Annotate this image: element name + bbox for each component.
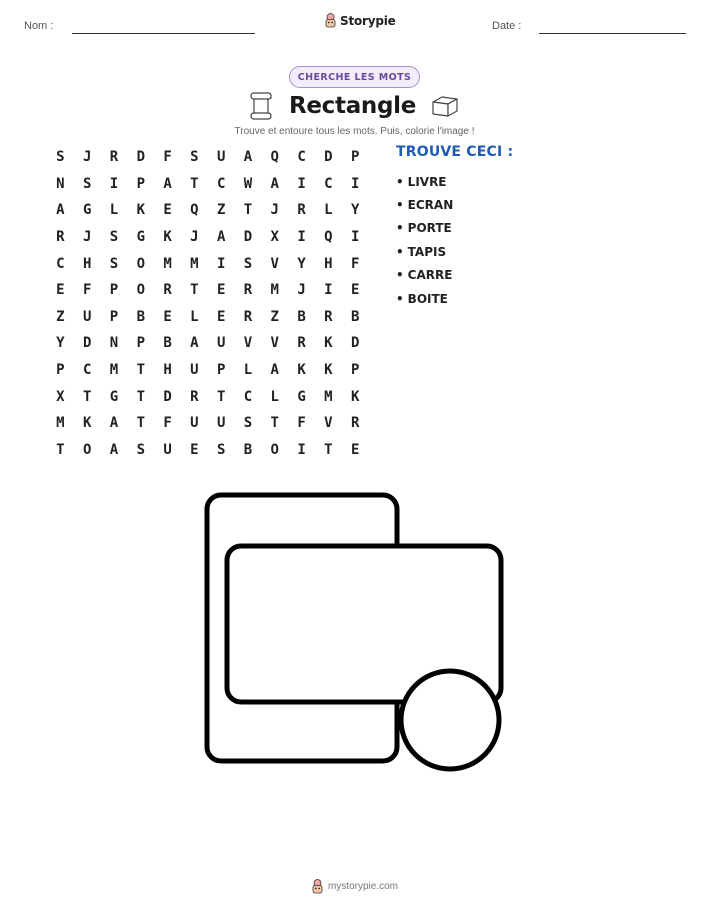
brand-logo [324,13,396,28]
grid-cell: J [270,202,279,219]
grid-cell: I [109,175,119,192]
grid-cell: V [243,335,253,352]
grid-cell: T [324,441,333,458]
grid-cell: T [270,415,279,432]
bullet: • [396,198,404,213]
grid-cell: O [82,441,92,458]
grid-cell: G [109,388,119,405]
grid-cell: M [270,282,279,299]
grid-cell: T [136,415,145,432]
grid-cell: U [216,415,226,432]
grid-cell: Y [56,335,65,352]
grid-cell: E [350,441,360,458]
grid-cell: Y [350,202,360,219]
grid-cell: D [163,388,172,405]
grid-cell: U [163,441,172,458]
grid-cell: K [324,362,333,379]
grid-cell: R [109,149,119,166]
grid-cell: H [163,362,172,379]
grid-cell: C [82,362,92,379]
grid-cell: S [216,441,226,458]
grid-cell: U [190,415,199,432]
storypie-mascot-icon [311,879,324,894]
grid-cell: I [324,282,333,299]
grid-cell: B [350,308,360,325]
word-list-item [396,170,453,193]
word-list [396,170,453,310]
grid-cell: F [82,282,92,299]
grid-cell: E [216,308,226,325]
grid-cell: O [136,255,145,272]
word-list-item [396,193,453,216]
title-row [0,92,709,120]
grid-cell: P [56,362,65,379]
cube-icon [430,94,460,118]
grid-cell: C [324,175,333,192]
grid-cell: S [136,441,145,458]
scroll-icon [249,92,275,120]
grid-cell: F [350,255,360,272]
grid-cell: M [56,415,65,432]
word-list-word: BOITE [407,291,448,306]
brand-name: Storypie [340,13,396,28]
grid-cell: F [163,415,172,432]
grid-cell: T [82,388,92,405]
bullet: • [396,244,404,259]
grid-cell: K [297,362,306,379]
grid-cell: O [136,282,145,299]
grid-cell: R [350,415,360,432]
date-label: Date : [492,20,522,32]
grid-cell: V [270,255,279,272]
grid-cell: C [216,175,226,192]
grid-cell: Z [270,308,279,325]
grid-cell: U [190,362,199,379]
storypie-mascot-icon [324,13,337,28]
grid-cell: P [350,362,360,379]
grid-cell: B [136,308,145,325]
grid-cell: E [163,202,172,219]
grid-cell: A [109,441,119,458]
instructions: Trouve et entoure tous les mots. Puis, colorie l'image ! [234,126,475,137]
word-list-item [396,264,453,287]
grid-cell: U [216,149,226,166]
grid-cell: D [82,335,92,352]
grid-cell: P [109,282,119,299]
grid-cell: A [163,175,172,192]
grid-cell: J [82,149,92,166]
grid-cell: T [136,362,145,379]
bullet: • [396,221,404,236]
grid-cell: A [270,175,279,192]
grid-cell: S [56,149,65,166]
grid-cell: S [243,255,253,272]
grid-cell: L [190,308,199,325]
grid-cell: R [297,335,306,352]
grid-cell: X [270,229,279,246]
grid-cell: E [350,282,360,299]
grid-cell: R [243,308,253,325]
grid-cell: Z [56,308,65,325]
grid-cell: D [243,229,253,246]
grid-cell: N [56,175,65,192]
grid-cell: T [216,388,226,405]
grid-cell: A [243,149,253,166]
grid-cell: S [190,149,199,166]
word-list-word: CARRE [407,268,453,283]
grid-cell: M [163,255,172,272]
grid-cell: C [243,388,253,405]
grid-cell: B [163,335,172,352]
grid-cell: D [350,335,360,352]
grid-cell: L [109,202,119,219]
grid-cell: E [56,282,65,299]
grid-cell: D [324,149,333,166]
grid-cell: K [350,388,360,405]
word-list-item [396,240,453,263]
grid-cell: E [216,282,226,299]
grid-cell: J [297,282,306,299]
grid-cell: P [109,308,119,325]
grid-cell: R [243,282,253,299]
bullet: • [396,291,404,306]
grid-cell: Z [216,202,226,219]
grid-cell: L [270,388,279,405]
name-line [72,33,255,34]
grid-cell: T [56,441,65,458]
word-list-item [396,217,453,240]
grid-cell: F [297,415,306,432]
grid-cell: I [350,175,360,192]
grid-cell: I [297,175,306,192]
grid-cell: U [82,308,92,325]
grid-cell: R [297,202,306,219]
grid-cell: E [163,308,172,325]
grid-cell: M [190,255,199,272]
grid-cell: V [270,335,279,352]
grid-cell: B [243,441,253,458]
grid-cell: S [109,255,119,272]
grid-cell: J [190,229,199,246]
grid-cell: X [56,388,65,405]
grid-cell: S [109,229,119,246]
grid-cell: S [243,415,253,432]
grid-cell: C [56,255,65,272]
grid-cell: N [109,335,119,352]
word-list-word: LIVRE [407,174,447,189]
word-list-word: PORTE [407,221,452,236]
grid-cell: Q [324,229,333,246]
grid-cell: D [136,149,145,166]
footer-site: mystorypie.com [327,881,398,892]
grid-cell: G [297,388,306,405]
grid-cell: R [190,388,199,405]
grid-cell: P [216,362,226,379]
date-line [539,33,686,34]
grid-cell: H [82,255,92,272]
grid-cell: K [324,335,333,352]
grid-cell: Y [297,255,306,272]
grid-cell: L [243,362,253,379]
grid-cell: M [109,362,119,379]
grid-cell: I [216,255,226,272]
grid-cell: A [109,415,119,432]
grid-cell: L [324,202,333,219]
grid-cell: A [216,229,226,246]
word-list-title: TROUVE CECI : [396,144,514,160]
grid-cell: F [163,149,172,166]
grid-cell: S [82,175,92,192]
grid-cell: T [243,202,253,219]
grid-cell: G [82,202,92,219]
footer [0,879,709,894]
grid-cell: J [82,229,92,246]
grid-cell: E [190,441,199,458]
grid-cell: K [163,229,172,246]
bullet: • [396,174,404,189]
grid-cell: W [243,175,253,192]
grid-cell: P [136,175,145,192]
grid-cell: B [297,308,306,325]
grid-cell: C [297,149,306,166]
grid-cell: I [350,229,360,246]
grid-cell: K [136,202,145,219]
grid-cell: A [270,362,279,379]
grid-cell: A [190,335,199,352]
word-search-grid [47,144,369,463]
grid-cell: R [56,229,65,246]
grid-cell: Q [190,202,199,219]
grid-cell: P [136,335,145,352]
grid-cell: R [163,282,172,299]
rectangles-and-circle-coloring-icon [200,488,504,774]
grid-cell: T [190,282,199,299]
grid-cell: U [216,335,226,352]
grid-cell: O [270,441,279,458]
grid-cell: P [350,149,360,166]
grid-cell: I [297,229,306,246]
word-list-item [396,287,453,310]
activity-badge: CHERCHE LES MOTS [289,66,420,88]
grid-cell: K [82,415,92,432]
grid-cell: A [56,202,65,219]
grid-cell: I [297,441,306,458]
grid-cell: T [136,388,145,405]
grid-cell: V [324,415,333,432]
grid-cell: T [190,175,199,192]
grid-cell: G [136,229,145,246]
grid-cell: H [324,255,333,272]
grid-cell: R [324,308,333,325]
word-list-word: ECRAN [407,198,454,213]
name-label: Nom : [24,20,54,32]
grid-cell: M [324,388,333,405]
bullet: • [396,268,404,283]
page-title: Rectangle [288,93,417,119]
grid-cell: Q [270,149,279,166]
word-list-word: TAPIS [407,244,447,259]
